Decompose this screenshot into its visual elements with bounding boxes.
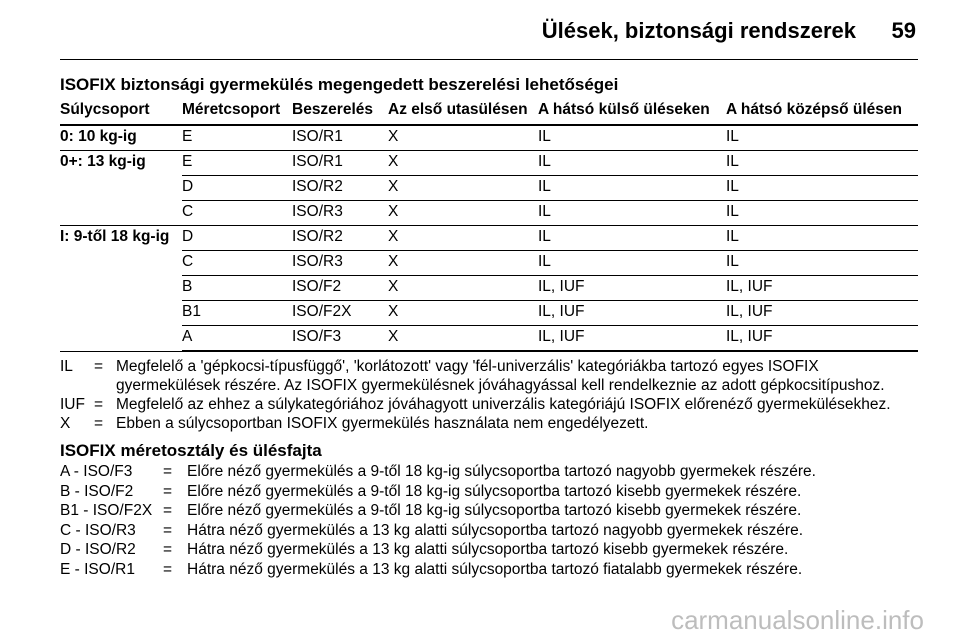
table-cell: IL — [538, 251, 726, 276]
weight-class-cell — [60, 201, 182, 226]
column-header: Beszerelés — [292, 100, 388, 125]
table-cell: ISO/R2 — [292, 176, 388, 201]
legend-key: IL — [60, 358, 73, 375]
equals-sign: = — [163, 521, 173, 539]
table-cell: ISO/F2X — [292, 301, 388, 326]
size-class-item — [60, 521, 920, 541]
table-cell: IL — [538, 125, 726, 151]
table-cell: X — [388, 176, 538, 201]
legend-text: Megfelelő a 'gépkocsi-típusfüggő', 'korlátozott' vagy 'fél-univerzális' kategóriákba tartozó egyes ISOFIX gyermekülések részére. Az ISOFIX gyermekülésnek jóváhagyással kell rendelkeznie az adott gépkocsitípushoz. — [116, 358, 885, 394]
legend-item — [60, 357, 922, 395]
weight-class-cell — [60, 326, 182, 352]
weight-class-cell — [60, 301, 182, 326]
size-class-item — [60, 560, 920, 580]
size-class-list — [60, 462, 920, 579]
table-cell: ISO/R2 — [292, 226, 388, 251]
size-class-text: Előre néző gyermekülés a 9-től 18 kg-ig súlycsoportba tartozó kisebb gyermekek részére. — [187, 482, 802, 500]
table-cell: D — [182, 226, 292, 251]
table-cell: X — [388, 301, 538, 326]
size-class-item — [60, 482, 920, 502]
isofix-size-class-title: ISOFIX méretosztály és ülésfajta — [60, 441, 322, 460]
table-cell: IL — [538, 226, 726, 251]
table-row — [60, 251, 918, 276]
equals-sign: = — [94, 415, 104, 432]
equals-sign: = — [163, 502, 173, 519]
table-cell: X — [388, 226, 538, 251]
table-cell: IL — [726, 176, 918, 201]
table-cell: X — [388, 276, 538, 301]
table-row — [60, 151, 918, 176]
size-class-key: C - ISO/R3 — [60, 521, 136, 539]
table-row — [60, 326, 918, 352]
table-row — [60, 125, 918, 151]
table-row — [60, 201, 918, 226]
legend-text: Ebben a súlycsoportban ISOFIX gyermekülés használata nem engedélyezett. — [116, 415, 649, 432]
table-cell: IL — [726, 201, 918, 226]
size-class-text: Előre néző gyermekülés a 9-től 18 kg-ig súlycsoportba tartozó kisebb gyermekek részére. — [187, 502, 802, 519]
size-class-key: D - ISO/R2 — [60, 541, 136, 558]
table-cell: X — [388, 326, 538, 352]
equals-sign: = — [94, 396, 104, 413]
isofix-installation-table — [60, 100, 918, 352]
table-cell: X — [388, 151, 538, 176]
table-cell: X — [388, 201, 538, 226]
size-class-key: A - ISO/F3 — [60, 463, 133, 480]
table-cell: IL — [538, 176, 726, 201]
watermark: carmanualsonline.info — [671, 605, 924, 635]
column-header: Az első utasülésen — [388, 100, 538, 125]
table-cell: IL, IUF — [538, 301, 726, 326]
size-class-text: Előre néző gyermekülés a 9-től 18 kg-ig súlycsoportba tartozó nagyobb gyermekek részére. — [187, 463, 816, 480]
legend-key: IUF — [60, 396, 85, 413]
size-class-item — [60, 501, 920, 521]
weight-class-cell: I: 9-től 18 kg-ig — [60, 228, 170, 245]
table-row — [60, 226, 918, 251]
column-header: Súlycsoport — [60, 100, 182, 125]
equals-sign: = — [163, 482, 173, 500]
equals-sign: = — [163, 541, 173, 558]
table-row — [60, 301, 918, 326]
table-cell: B — [182, 276, 292, 301]
table-cell: IL — [726, 151, 918, 176]
table-cell: E — [182, 125, 292, 151]
equals-sign: = — [94, 358, 104, 375]
table-cell: C — [182, 251, 292, 276]
table-cell: ISO/R1 — [292, 151, 388, 176]
table-cell: X — [388, 125, 538, 151]
table-cell: D — [182, 176, 292, 201]
table-row — [60, 176, 918, 201]
table-header-row — [60, 100, 918, 125]
table-cell: IL — [538, 201, 726, 226]
size-class-text: Hátra néző gyermekülés a 13 kg alatti súlycsoportba tartozó fiatalabb gyermekek részére. — [187, 560, 803, 578]
table-cell: X — [388, 251, 538, 276]
table-cell: IL, IUF — [726, 301, 918, 326]
table-body — [60, 125, 918, 351]
table-cell: E — [182, 151, 292, 176]
table-cell: ISO/R3 — [292, 201, 388, 226]
column-header: A hátsó középső ülésen — [726, 100, 918, 125]
size-class-item — [60, 540, 920, 560]
table-cell: C — [182, 201, 292, 226]
table-cell: IL — [726, 251, 918, 276]
table-cell: IL, IUF — [538, 326, 726, 352]
table-cell: B1 — [182, 301, 292, 326]
table-cell: ISO/F2 — [292, 276, 388, 301]
size-class-text: Hátra néző gyermekülés a 13 kg alatti súlycsoportba tartozó kisebb gyermekek részére. — [187, 541, 789, 558]
size-class-text: Hátra néző gyermekülés a 13 kg alatti súlycsoportba tartozó nagyobb gyermekek részére. — [187, 521, 804, 539]
page-number: 59 — [891, 18, 916, 43]
table-cell: A — [182, 326, 292, 352]
column-header: Méretcsoport — [182, 100, 292, 125]
size-class-key: B - ISO/F2 — [60, 482, 134, 500]
table-cell: IL — [726, 125, 918, 151]
size-class-key: B1 - ISO/F2X — [60, 502, 153, 519]
header-divider — [60, 59, 918, 60]
isofix-installation-title: ISOFIX biztonsági gyermekülés megengedett beszerelési lehetőségei — [60, 75, 619, 94]
column-header: A hátsó külső üléseken — [538, 100, 726, 125]
legend — [60, 357, 922, 433]
table-cell: ISO/R3 — [292, 251, 388, 276]
weight-class-cell — [60, 176, 182, 201]
size-class-item — [60, 462, 920, 482]
table-cell: IL, IUF — [726, 276, 918, 301]
weight-class-cell — [60, 276, 182, 301]
legend-item — [60, 395, 922, 414]
weight-class-cell: 0+: 13 kg-ig — [60, 153, 146, 170]
table-cell: IL, IUF — [726, 326, 918, 352]
equals-sign: = — [163, 560, 173, 578]
legend-item — [60, 414, 922, 433]
legend-text: Megfelelő az ehhez a súlykategóriához jóváhagyott univerzális kategóriájú ISOFIX előrenéző gyermekülésekhez. — [116, 396, 891, 413]
table-cell: ISO/R1 — [292, 125, 388, 151]
size-class-key: E - ISO/R1 — [60, 560, 135, 578]
table-cell: IL — [726, 226, 918, 251]
weight-class-cell: 0: 10 kg-ig — [60, 125, 182, 151]
chapter-title: Ülések, biztonsági rendszerek — [541, 18, 856, 43]
table-cell: IL — [538, 151, 726, 176]
page-header — [60, 14, 918, 60]
weight-class-cell — [60, 251, 182, 276]
table-row — [60, 276, 918, 301]
table-cell: ISO/F3 — [292, 326, 388, 352]
equals-sign: = — [163, 463, 173, 480]
legend-key: X — [60, 415, 71, 432]
table-cell: IL, IUF — [538, 276, 726, 301]
